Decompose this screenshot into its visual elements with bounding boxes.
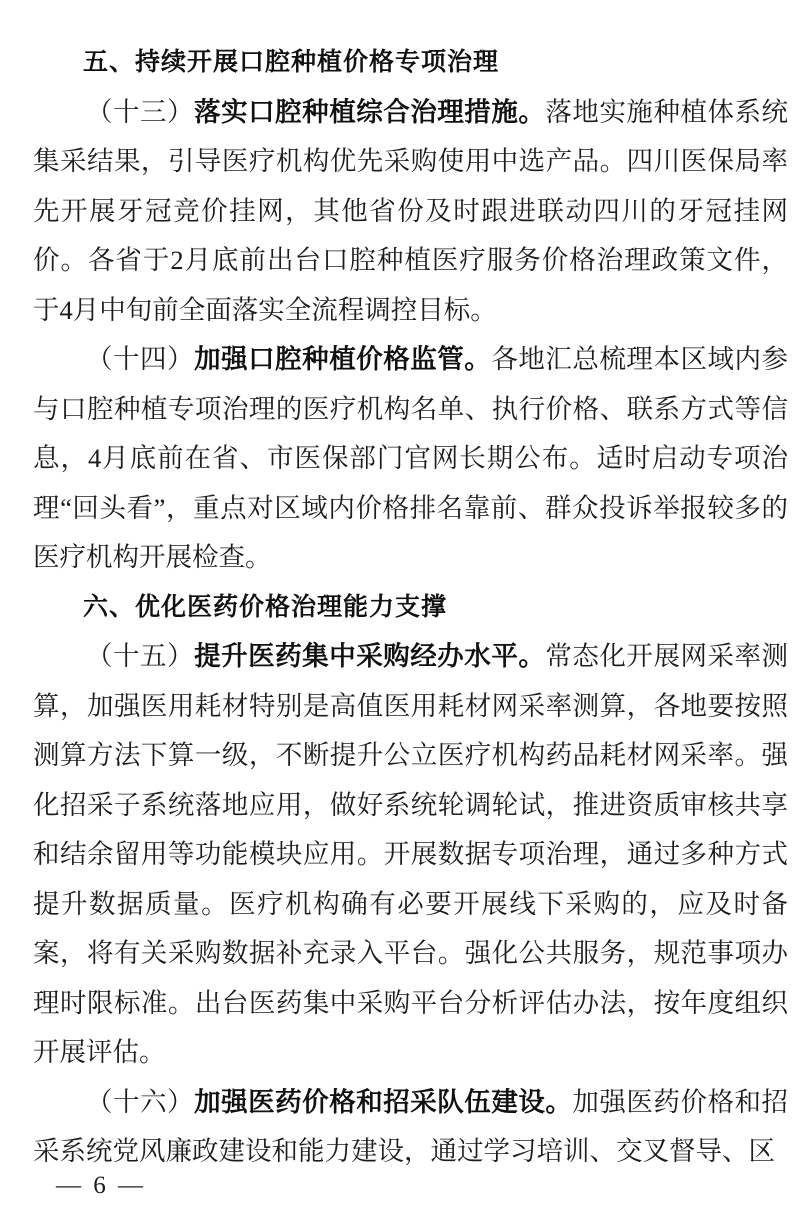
- paragraph-14: [33, 335, 788, 583]
- page-number: — 6 —: [56, 1172, 146, 1199]
- paragraph-15-text: 常态化开展网采率测算，加强医用耗材特别是高值医用耗材网采率测算，各地要按照测算方法下算一级，不断提升公立医疗机构药品耗材网采率。强化招采子系统落地应用，做好系统轮调轮试，推进资质审核共享和结余留用等功能模块应用。开展数据专项治理，通过多种方式提升数据质量。医疗机构确有必要开展线下采购的，应及时备案，将有关采购数据补充录入平台。强化公共服务，规范事项办理时限标准。出台医药集中采购平台分析评估办法，按年度组织开展评估。: [33, 641, 789, 1067]
- paragraph-15: [33, 632, 788, 1078]
- section-6-heading: 六、优化医药价格治理能力支撑: [83, 592, 448, 621]
- paragraph-13-lead: 落实口腔种植综合治理措施。: [194, 96, 546, 127]
- paragraph-14-number: （十四）: [86, 344, 195, 374]
- paragraph-15-lead: 提升医药集中采购经办水平。: [194, 641, 546, 671]
- paragraph-16: [33, 1078, 788, 1177]
- paragraph-15-number: （十五）: [86, 641, 195, 671]
- paragraph-16-text: 加强医药价格和招采系统党风廉政建设和能力建设，通过学习培训、交叉督导、区: [33, 1086, 789, 1166]
- paragraph-14-text: 各地汇总梳理本区域内参与口腔种植专项治理的医疗机构名单、执行价格、联系方式等信息，4月底前在省、市医保部门官网长期公布。适时启动专项治理“回头看”，重点对区域内价格排名靠前、群众投诉举报较多的医疗机构开展检查。: [33, 344, 789, 572]
- paragraph-13-text: 落地实施种植体系统集采结果，引导医疗机构优先采购使用中选产品。四川医保局率先开展牙冠竞价挂网，其他省份及时跟进联动四川的牙冠挂网价。各省于2月底前出台口腔种植医疗服务价格治理政策文件，于4月中旬前全面落实全流程调控目标。: [33, 96, 789, 325]
- section-5-heading: 五、持续开展口腔种植价格专项治理: [83, 48, 500, 76]
- paragraph-13: [33, 88, 788, 336]
- paragraph-14-lead: 加强口腔种植价格监管。: [194, 344, 492, 374]
- document-body: [33, 38, 788, 1177]
- paragraph-13-number: （十三）: [86, 96, 195, 127]
- paragraph-16-lead: 加强医药价格和招采队伍建设。: [194, 1086, 573, 1117]
- paragraph-16-number: （十六）: [86, 1086, 195, 1117]
